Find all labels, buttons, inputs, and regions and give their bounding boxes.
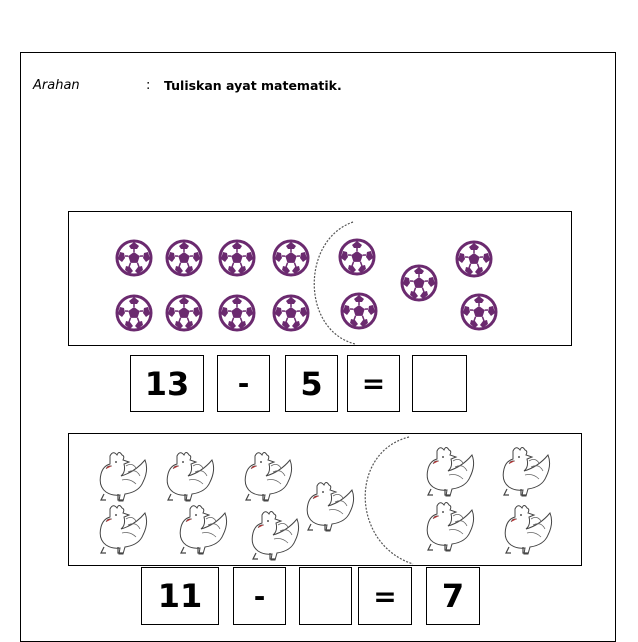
rooster-icon	[245, 453, 291, 502]
eq1-operator-box: -	[217, 355, 270, 412]
rooster-icon	[503, 448, 549, 497]
rooster-group	[69, 434, 581, 565]
football-icon	[462, 295, 496, 329]
football-icon	[457, 242, 491, 276]
rooster-icon	[100, 506, 146, 555]
eq1-equals-box: =	[347, 355, 400, 412]
eq2-operand2-box[interactable]	[299, 567, 352, 625]
rooster-icon	[427, 448, 473, 497]
eq2-operator-box: -	[233, 567, 286, 625]
football-icon	[117, 296, 151, 330]
rooster-panel	[68, 433, 582, 566]
instruction-text: Tuliskan ayat matematik.	[164, 78, 342, 93]
rooster-icon	[100, 453, 146, 502]
football-panel	[68, 211, 572, 346]
rooster-icon	[252, 512, 298, 561]
eq2-equals-box: =	[358, 567, 412, 625]
football-icon	[117, 241, 151, 275]
rooster-icon	[307, 483, 353, 532]
football-icon	[167, 241, 201, 275]
eq1-answer-box[interactable]	[412, 355, 467, 412]
football-icon	[220, 241, 254, 275]
football-icon	[220, 296, 254, 330]
eq2-operand1-box[interactable]: 11	[141, 567, 219, 625]
crossout-arc	[365, 437, 413, 564]
rooster-icon	[167, 453, 213, 502]
football-group	[69, 212, 571, 345]
football-icon	[274, 296, 308, 330]
eq2-answer-box[interactable]: 7	[426, 567, 480, 625]
football-icon	[340, 240, 374, 274]
football-icon	[342, 294, 376, 328]
football-icon	[274, 241, 308, 275]
rooster-icon	[505, 506, 551, 555]
rooster-icon	[427, 503, 473, 552]
eq1-operand1-box[interactable]: 13	[130, 355, 204, 412]
instruction-label: Arahan	[33, 78, 80, 93]
football-icon	[402, 266, 436, 300]
eq1-operand2-box[interactable]: 5	[285, 355, 338, 412]
instruction-colon: :	[146, 78, 151, 93]
football-icon	[167, 296, 201, 330]
rooster-icon	[180, 506, 226, 555]
